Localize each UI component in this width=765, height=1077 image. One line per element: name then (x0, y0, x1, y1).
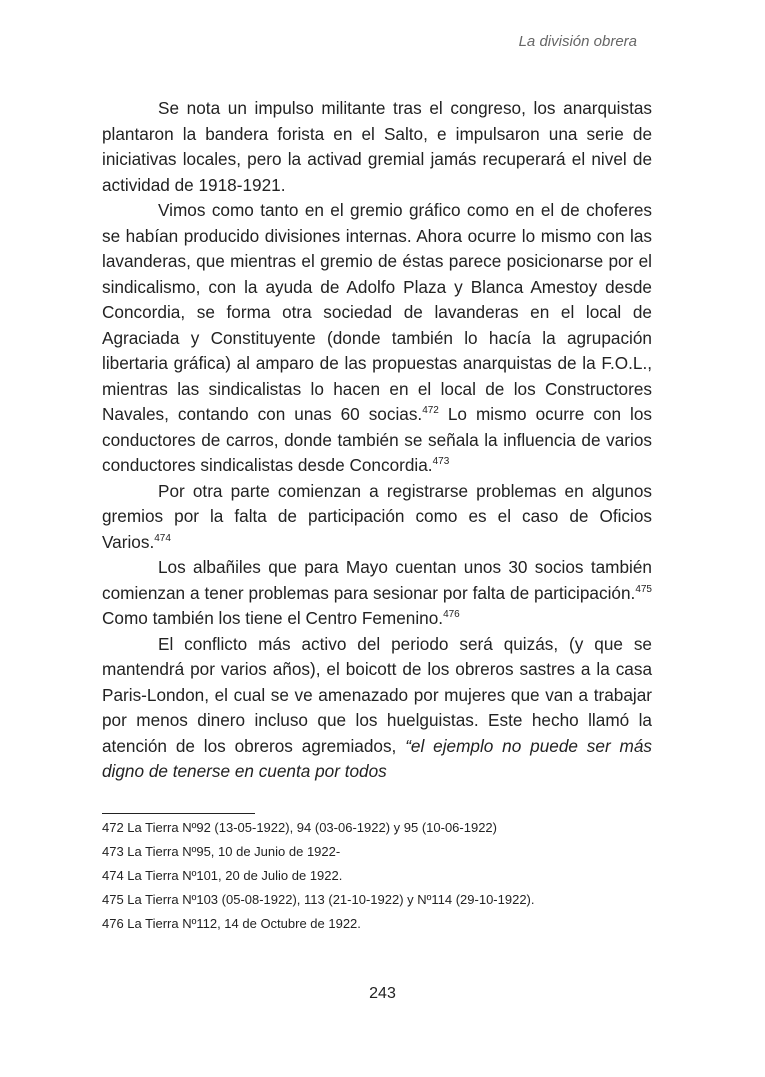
paragraph-5 (102, 632, 652, 785)
running-header: La división obrera (518, 33, 637, 50)
paragraph-3 (102, 479, 652, 556)
body-text (102, 96, 652, 785)
footnote-ref-475: 475 (635, 583, 652, 595)
paragraph-text: Se nota un impulso militante tras el congreso, los anarquistas plantaron la bandera forista en el Salto, e impulsaron una serie de iniciativas locales, pero la activad gremial jamás recuperará el nivel de actividad de 1918-1921. (102, 98, 652, 195)
footnote-473: 473 La Tierra Nº95, 10 de Junio de 1922- (102, 844, 341, 859)
footnote-475: 475 La Tierra Nº103 (05-08-1922), 113 (21-10-1922) y Nº114 (29-10-1922). (102, 892, 535, 907)
italic-quote: “el ejemplo no puede ser más digno de tenerse en cuenta por todos (102, 735, 652, 781)
footnote-ref-473: 473 (432, 456, 450, 467)
paragraph-text: Vimos como tanto en el gremio gráfico como en el de choferes se habían producido divisiones internas. Ahora ocurre lo mismo con las lavanderas, que mientras el gremio de éstas parece posicionarse por el sindicalismo, con la ayuda de Adolfo Plaza y Blanca Amestoy desde Concordia, se forma otra sociedad de lavanderas en el local de Agraciada y Constituyente (donde también lo hacía la agrupación libertaria gráfica) al amparo de las propuestas anarquistas de la F.O.L., mientras las sindicalistas lo hacen en el local de los Constructores Navales, contando con unas 60 socias. (102, 200, 652, 424)
footnote-472: 472 La Tierra Nº92 (13-05-1922), 94 (03-06-1922) y 95 (10-06-1922) (102, 820, 497, 835)
paragraph-2 (102, 198, 652, 479)
footnote-ref-474: 474 (154, 532, 171, 544)
paragraph-text: El conflicto más activo del periodo será quizás, (y que se mantendrá por varios años), el boicott de los obreros sastres a la casa Paris-London, el cual se ve amenazado por mujeres que van a trabajar por menos dinero incluso que los huelguistas. Este hecho llamó la atención de los obreros agremiados, (102, 633, 652, 756)
footnote-ref-476: 476 (443, 609, 460, 620)
paragraph-text: Como también los tiene el Centro Femenino. (102, 608, 444, 628)
paragraph-text: Por otra parte comienzan a registrarse problemas en algunos gremios por la falta de participación como es el caso de Oficios Varios. (102, 480, 652, 552)
footnote-474: 474 La Tierra Nº101, 20 de Julio de 1922. (102, 868, 343, 883)
footnote-476: 476 La Tierra Nº112, 14 de Octubre de 1922. (102, 916, 361, 931)
paragraph-1 (102, 96, 652, 198)
paragraph-text: Los albañiles que para Mayo cuentan unos 30 socios también comienzan a tener problemas para sesionar por falta de participación. (102, 557, 652, 603)
footnote-divider (102, 813, 255, 814)
footnote-ref-472: 472 (422, 405, 439, 416)
footnotes (102, 818, 662, 938)
page-number: 243 (369, 985, 396, 1002)
paragraph-text: Lo mismo ocurre con los conductores de carros, donde también se señala la influencia de varios conductores sindicalistas desde Concordia. (102, 404, 652, 475)
paragraph-4 (102, 555, 652, 632)
